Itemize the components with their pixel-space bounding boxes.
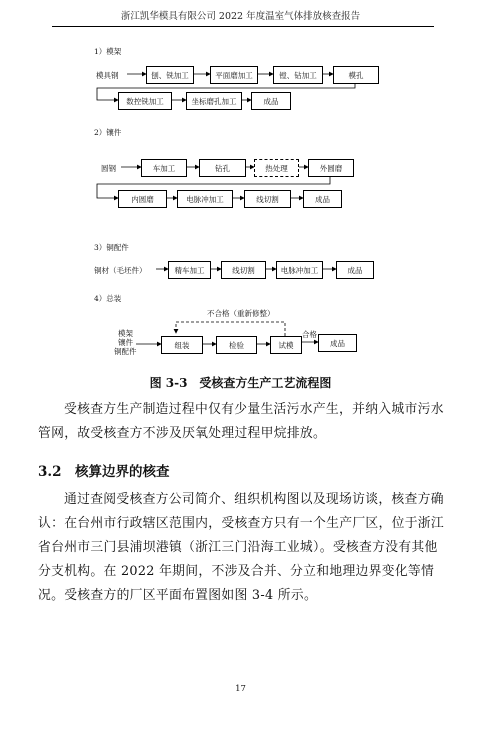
flow-s4-step3: 试模 bbox=[270, 336, 302, 354]
flow-s4-input-2: 镶件 bbox=[118, 338, 133, 347]
flow-s1-step6: 坐标磨孔加工 bbox=[186, 92, 242, 110]
flow-s2-step5: 内圆磨 bbox=[118, 190, 167, 208]
flow-section4-title: 4）总装 bbox=[94, 294, 122, 303]
flow-s2-step7: 线切割 bbox=[244, 190, 291, 208]
figure-caption: 图 3-3 受核查方生产工艺流程图 bbox=[149, 376, 332, 390]
flow-s1-input: 模具钢 bbox=[96, 71, 119, 80]
flow-s4-fail-label: 不合格（重新修整） bbox=[207, 309, 275, 318]
flow-s2-step4: 外圆磨 bbox=[308, 159, 354, 177]
flow-s2-step1: 车加工 bbox=[141, 159, 187, 177]
flow-s3-product: 成品 bbox=[336, 261, 374, 279]
flow-s1-step2: 平面磨加工 bbox=[210, 66, 258, 84]
flow-s1-product: 成品 bbox=[251, 92, 291, 110]
page-header: 浙江凯华模具有限公司 2022 年度温室气体排放核查报告 bbox=[120, 11, 361, 22]
section-heading: 3.2 核算边界的核查 bbox=[38, 464, 170, 480]
flow-section2-title: 2）镶件 bbox=[94, 128, 122, 137]
flow-s4-step1: 组装 bbox=[161, 336, 203, 354]
flow-s4-product: 成品 bbox=[318, 334, 357, 352]
flow-s4-pass-label: 合格 bbox=[302, 330, 317, 339]
flow-s2-input: 圆钢 bbox=[101, 164, 116, 173]
flow-section1-title: 1）模架 bbox=[94, 47, 122, 56]
flow-s1-step3: 镗、钻加工 bbox=[273, 66, 323, 84]
flow-s3-step3: 电脉冲加工 bbox=[276, 261, 323, 279]
flow-s2-product: 成品 bbox=[303, 190, 342, 208]
flow-s4-step2: 检验 bbox=[216, 336, 257, 354]
flow-s1-step5: 数控铣加工 bbox=[118, 92, 172, 110]
flow-s2-step6: 电脉冲加工 bbox=[177, 190, 233, 208]
flow-s2-step2: 钻孔 bbox=[199, 159, 246, 177]
flow-s3-step1: 精车加工 bbox=[168, 261, 211, 279]
flow-section3-title: 3）铜配件 bbox=[94, 243, 129, 252]
flow-s1-step4: 模孔 bbox=[333, 66, 379, 84]
flow-s2-step3: 热处理 bbox=[254, 159, 299, 177]
flow-s3-input: 铜材（毛坯件） bbox=[94, 266, 147, 275]
page-number: 17 bbox=[235, 684, 246, 694]
flow-s4-input-3: 铜配件 bbox=[114, 347, 137, 356]
flow-s3-step2: 线切割 bbox=[221, 261, 266, 279]
flow-s1-step1: 刨、铣加工 bbox=[146, 66, 194, 84]
paragraph-2: 通过查阅受核查方公司简介、组织机构图以及现场访谈，核查方确认：在台州市行政辖区范围内，受核查方只有一个生产厂区，位于浙江省台州市三门县浦坝港镇（浙江三门沿海工业城）。受核查方没有其他分支机构。在 2022 年期间，不涉及合并、分立和地理边界变化等情况。受核查方的厂区平面布置图如图 3-4 所示。 bbox=[38, 492, 445, 603]
paragraph-1: 受核查方生产制造过程中仅有少量生活污水产生，并纳入城市污水管网，故受核查方不涉及厌氧处理过程甲烷排放。 bbox=[38, 402, 444, 441]
flow-s4-input-1: 模架 bbox=[118, 329, 133, 338]
